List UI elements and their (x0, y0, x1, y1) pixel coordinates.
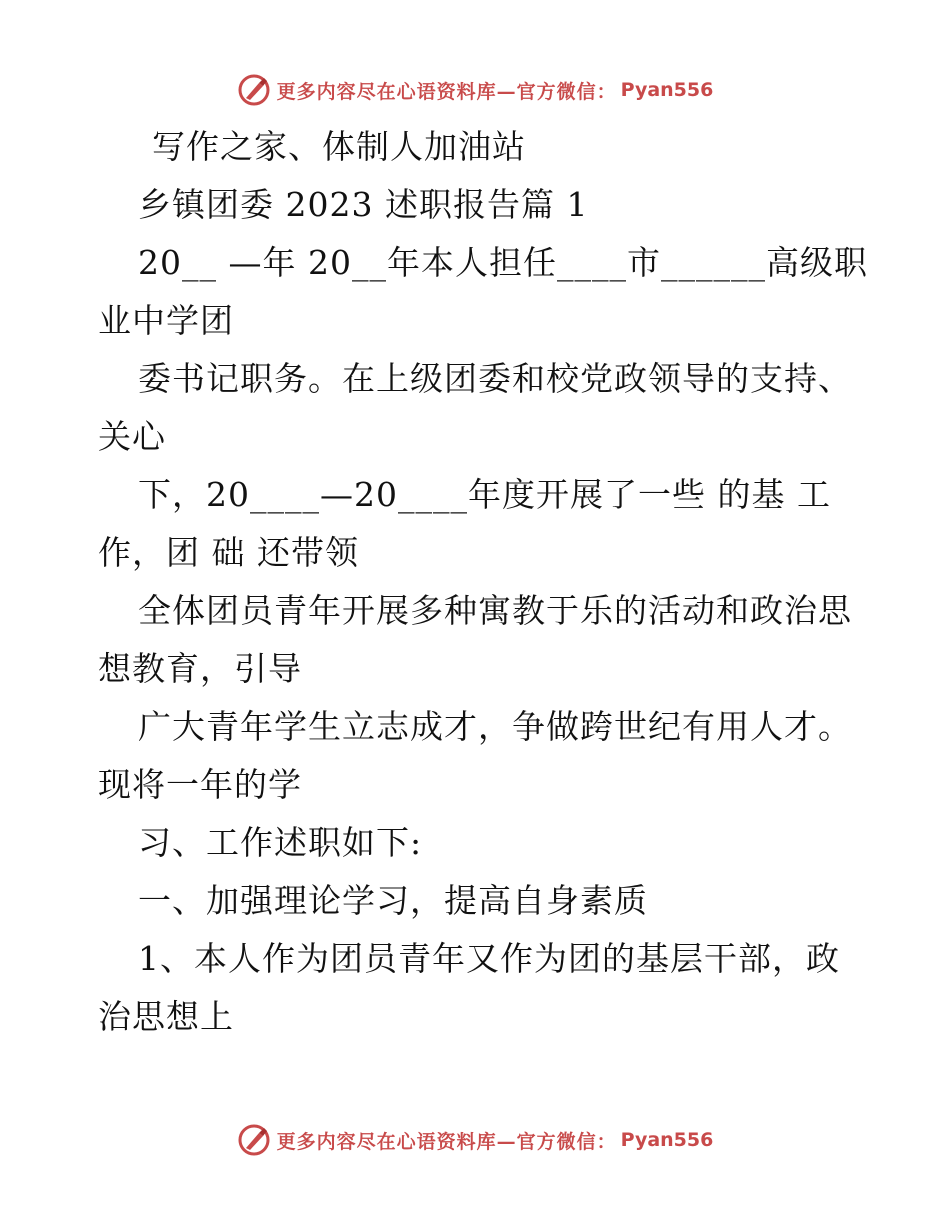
footer-site-text: 更多内容尽在心语资料库—官方微信： (276, 1130, 617, 1153)
document-title: 乡镇团委 2023 述职报告篇 1 (138, 185, 589, 224)
paragraph-line: 全体团员青年开展多种寓教于乐的活动和政治思 (138, 591, 852, 630)
paragraph-line: 治思想上 (98, 997, 234, 1036)
pen-logo-icon (237, 73, 271, 107)
header-watermark (0, 70, 950, 110)
pen-logo-icon (237, 1123, 271, 1157)
paragraph-line: 广大青年学生立志成才，争做跨世纪有用人才。 (138, 707, 852, 746)
paragraph-line: 委书记职务。在上级团委和校党政领导的支持、 (138, 359, 852, 398)
footer-watermark (0, 1120, 950, 1160)
section-heading: 一、加强理论学习，提高自身素质 (138, 881, 648, 920)
paragraph-line: 习、工作述职如下: (138, 823, 423, 862)
paragraph-line: 下，20____—20____年度开展了一些 的基 工 (138, 475, 831, 514)
document-subtitle: 写作之家、体制人加油站 (152, 127, 526, 166)
header-site-text: 更多内容尽在心语资料库—官方微信： (276, 80, 617, 103)
header-contact: Pyan556 (620, 79, 714, 101)
document-body (98, 118, 868, 1046)
paragraph-line: 业中学团 (98, 301, 234, 340)
footer-contact: Pyan556 (620, 1129, 714, 1151)
paragraph-line: 1、本人作为团员青年又作为团的基层干部，政 (138, 939, 840, 978)
paragraph-line: 现将一年的学 (98, 765, 302, 804)
paragraph-line: 关心 (98, 417, 166, 456)
paragraph-line: 想教育，引导 (98, 649, 302, 688)
paragraph-line: 20__ —年 20__年本人担任____市______高级职 (138, 243, 868, 282)
paragraph-line: 作，团 础 还带领 (98, 533, 359, 572)
